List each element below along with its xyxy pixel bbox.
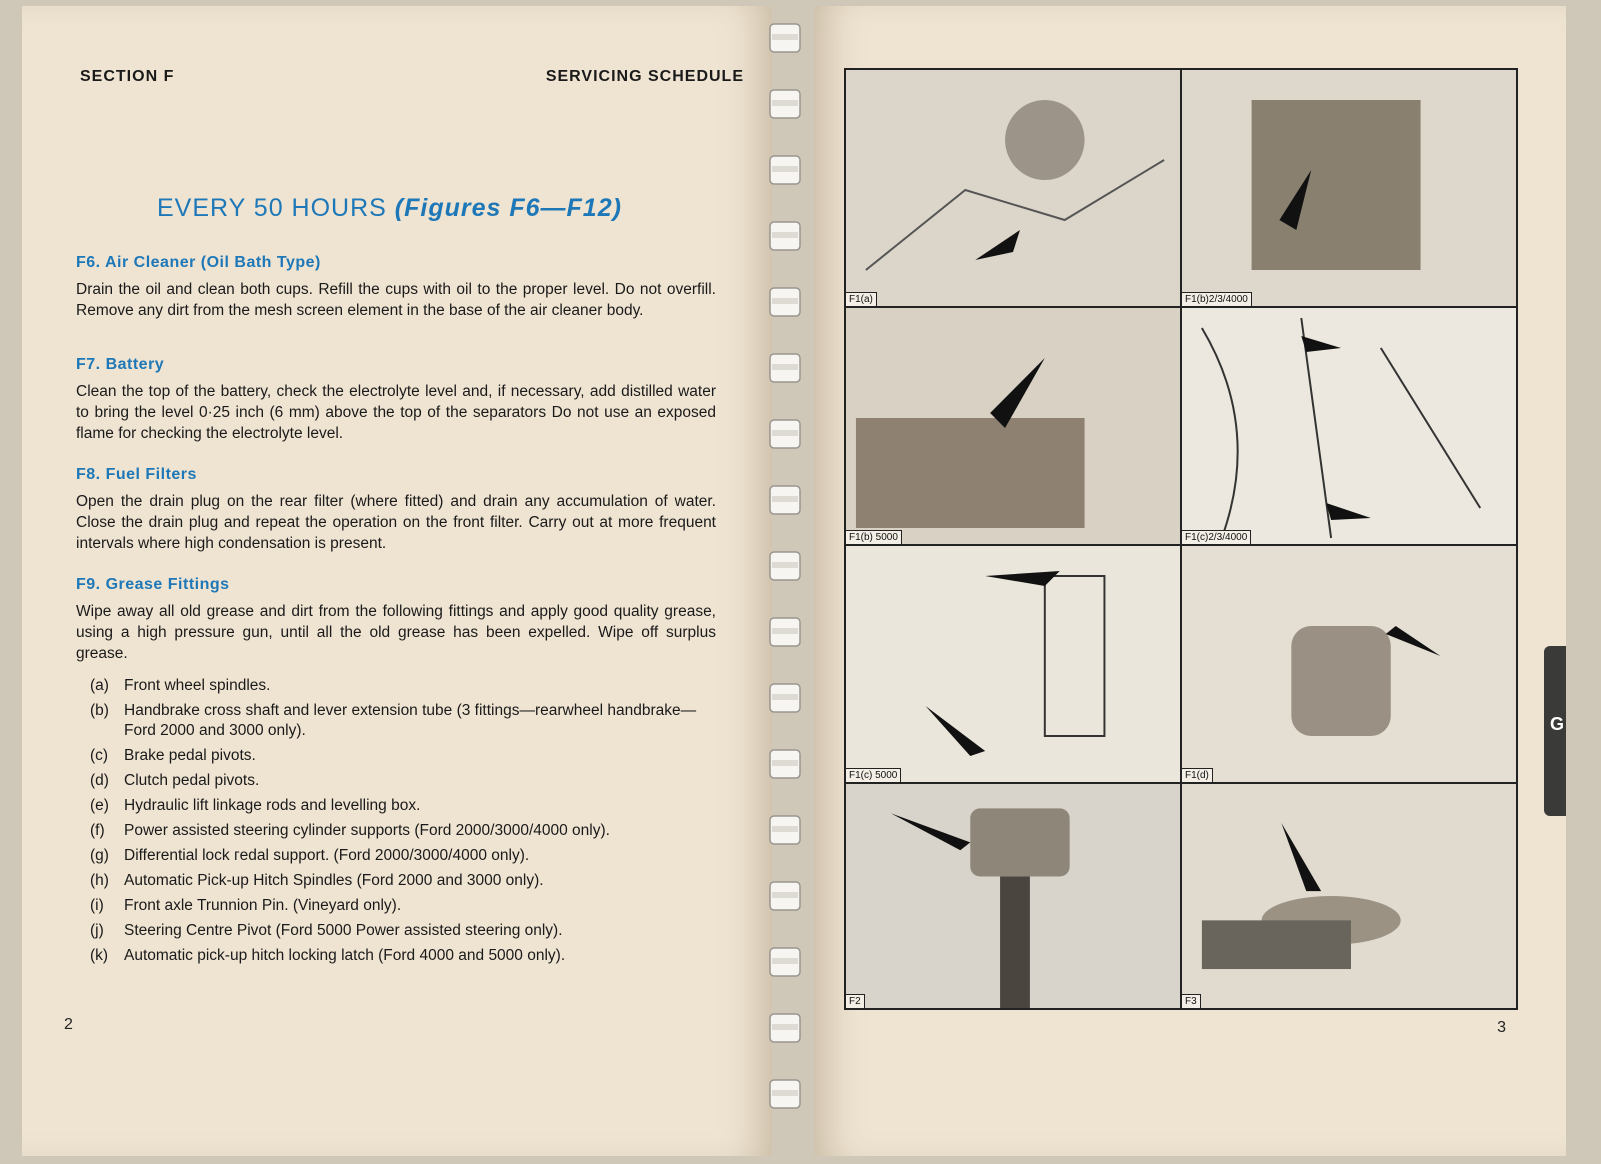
list-item-label: (d) [90, 772, 109, 789]
oil-cup-photo-icon [1182, 784, 1516, 1008]
list-item-label: (a) [90, 677, 109, 694]
list-item-label: (k) [90, 947, 109, 964]
binding-ring [764, 350, 806, 386]
main-heading-text: EVERY 50 HOURS [157, 194, 395, 222]
figure-photo [846, 546, 1180, 782]
list-item-label: (c) [90, 747, 109, 764]
left-page [22, 6, 772, 1156]
binding-ring [764, 944, 806, 980]
fuel-tank-photo-icon [1182, 70, 1516, 306]
figure-photo [1182, 784, 1516, 1008]
main-heading [157, 194, 622, 223]
list-item-label: (e) [90, 797, 109, 814]
grease-fittings-list [90, 676, 716, 966]
list-item-text: Differential lock гedal support. (Ford 2000/3000/4000 only). [124, 847, 530, 864]
spiral-binding [760, 0, 814, 1164]
list-item-text: Front axle Trunnion Pin. (Vineyard only). [124, 897, 402, 914]
list-item-label: (g) [90, 847, 109, 864]
list-item [90, 701, 716, 741]
list-item-text: Front wheel spindles. [124, 677, 271, 694]
figure-caption: F1(d) [1182, 768, 1213, 782]
binding-ring [764, 86, 806, 122]
section-index-tab-letter: G [1549, 714, 1564, 734]
list-item [90, 946, 716, 966]
figure-photo [846, 70, 1180, 306]
page-header-title: SERVICING SCHEDULE [545, 68, 744, 85]
figure-photo [846, 308, 1180, 544]
binding-ring [764, 1076, 806, 1112]
list-item-text: Handbrake cross shaft and lever extension tube (3 fittings—rearwheel handbrake—Ford 2000 and 3000 only). [124, 702, 697, 739]
section-f9 [76, 574, 716, 971]
binding-ring [764, 746, 806, 782]
list-item-text: Hydraulic lift linkage rods and levelling box. [124, 797, 421, 814]
figure-caption: F1(c)2/3/4000 [1182, 530, 1251, 544]
engine-photo-icon [846, 70, 1180, 306]
binding-ring [764, 284, 806, 320]
binding-ring [764, 614, 806, 650]
list-item-label: (f) [90, 822, 105, 839]
list-item-label: (i) [90, 897, 104, 914]
section-f9-text: Wipe away all old grease and dirt from the following fittings and apply good quality grease, using a high pressure gun, until all the old grease has been expelled. Wipe off surplus grease. [76, 603, 716, 662]
section-f7-title: F7. Battery [76, 356, 165, 373]
filter-photo-icon [1182, 546, 1516, 782]
binding-ring [764, 482, 806, 518]
list-item-label: (b) [90, 702, 109, 719]
list-item-label: (j) [90, 922, 104, 939]
list-item [90, 871, 716, 891]
figure-caption: F1(c) 5000 [846, 768, 901, 782]
list-item-label: (h) [90, 872, 109, 889]
figure-caption: F1(b) 5000 [846, 530, 902, 544]
binding-ring [764, 218, 806, 254]
list-item [90, 921, 716, 941]
figure-photo [1182, 308, 1516, 544]
list-item-text: Power assisted steering cylinder supports (Ford 2000/3000/4000 only). [124, 822, 610, 839]
binding-ring [764, 20, 806, 56]
figure-caption: F1(b)2/3/4000 [1182, 292, 1252, 306]
figure-grid [844, 68, 1518, 1010]
figure-caption: F1(a) [846, 292, 877, 306]
binding-ring [764, 878, 806, 914]
binding-ring [764, 680, 806, 716]
list-item [90, 796, 716, 816]
figure-photo [1182, 70, 1516, 306]
section-f8 [76, 464, 716, 554]
air-cleaner-photo-icon [846, 784, 1180, 1008]
list-item [90, 846, 716, 866]
binding-ring [764, 416, 806, 452]
linkage-diagram-icon [1182, 308, 1516, 544]
main-heading-figures: (Figures F6—F12) [394, 194, 622, 222]
section-f7 [76, 354, 716, 444]
list-item-text: Clutch pedal pivots. [124, 772, 260, 789]
list-item-text: Brake pedal pivots. [124, 747, 256, 764]
binding-ring [764, 1010, 806, 1046]
section-f8-text: Open the drain plug on the rear filter (where fitted) and drain any accumulation of water. Close the drain plug and repeat the operation on the front filter. Carry out at more frequent intervals where high condensation is present. [76, 493, 716, 552]
list-item [90, 821, 716, 841]
figure-photo [846, 784, 1180, 1008]
figure-caption: F2 [846, 994, 865, 1008]
figure-caption: F3 [1182, 994, 1201, 1008]
section-f6 [76, 252, 716, 321]
list-item-text: Automatic Pick-up Hitch Spindles (Ford 2000 and 3000 only). [124, 872, 544, 889]
figure-photo [1182, 546, 1516, 782]
list-item [90, 676, 716, 696]
list-item-text: Automatic pick-up hitch locking latch (Ford 4000 and 5000 only). [124, 947, 566, 964]
section-label: SECTION F [80, 68, 175, 85]
page-number-right: 3 [1497, 1019, 1506, 1036]
binding-ring [764, 812, 806, 848]
right-page [814, 6, 1566, 1156]
battery-photo-icon [846, 308, 1180, 544]
list-item [90, 771, 716, 791]
binding-ring [764, 548, 806, 584]
section-f6-text: Drain the oil and clean both cups. Refill the cups with oil to the proper level. Do not overfill. Remove any dirt from the mesh screen element in the base of the air cleaner body. [76, 281, 716, 319]
list-item-text: Steering Centre Pivot (Ford 5000 Power assisted steering only). [124, 922, 563, 939]
binding-ring [764, 152, 806, 188]
section-f6-title: F6. Air Cleaner (Oil Bath Type) [76, 254, 321, 271]
list-item [90, 896, 716, 916]
list-item [90, 746, 716, 766]
section-f9-title: F9. Grease Fittings [76, 576, 230, 593]
hitch-diagram-icon [846, 546, 1180, 782]
section-f8-title: F8. Fuel Filters [76, 466, 197, 483]
page-number-left: 2 [64, 1016, 73, 1033]
section-f7-text: Clean the top of the battery, check the electrolyte level and, if necessary, add distilled water to bring the level 0·25 inch (6 mm) above the top of the separators Do not use an exposed flame for checking the electrolyte level. [76, 383, 716, 442]
